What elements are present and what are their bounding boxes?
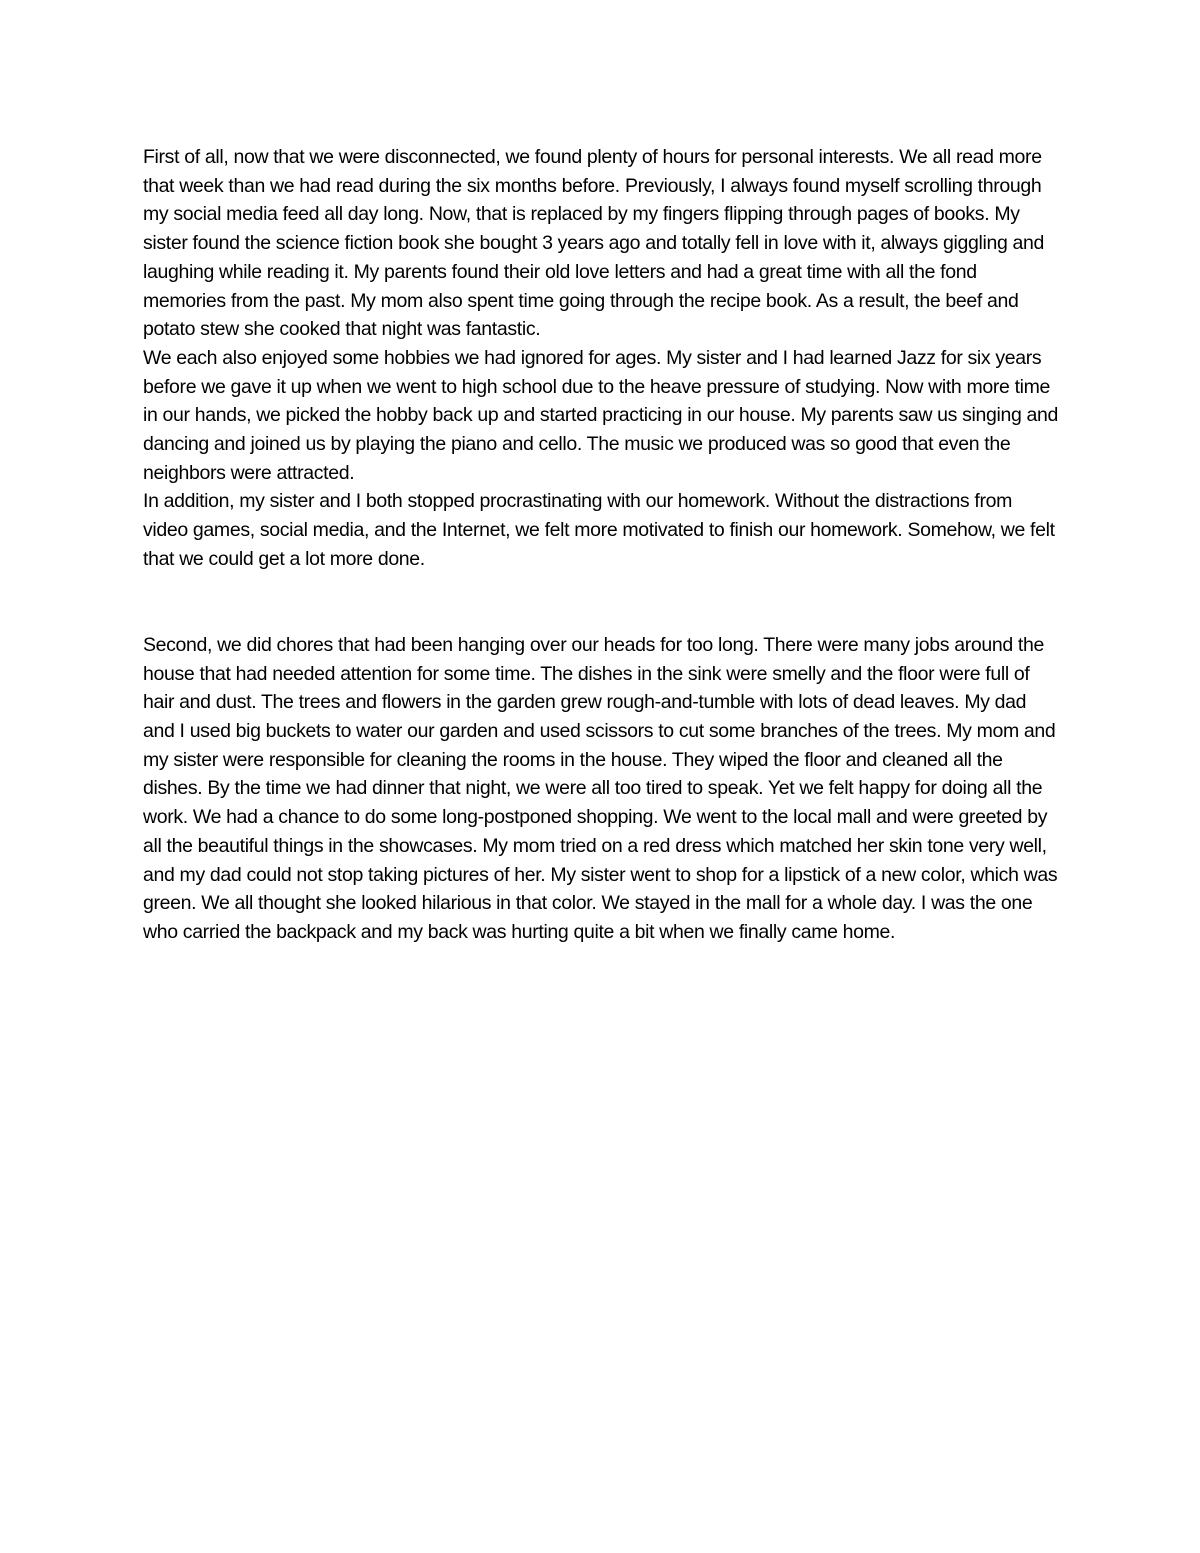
paragraph-spacer bbox=[143, 574, 1061, 631]
paragraph-chores: Second, we did chores that had been hanging over our heads for too long. There were many jobs around the house that had needed attention for some time. The dishes in the sink were smelly and the floor were full of hair and dust. The trees and flowers in the garden grew rough-and-tumble with lots of dead leaves. My dad and I used big buckets to water our garden and used scissors to cut some branches of the trees. My mom and my sister were responsible for cleaning the rooms in the house. They wiped the floor and cleaned all the dishes. By the time we had dinner that night, we were all too tired to speak. Yet we felt happy for doing all the work. We had a chance to do some long-postponed shopping. We went to the local mall and were greeted by all the beautiful things in the showcases. My mom tried on a red dress which matched her skin tone very well, and my dad could not stop taking pictures of her. My sister went to shop for a lipstick of a new color, which was green. We all thought she looked hilarious in that color. We stayed in the mall for a whole day. I was the one who carried the backpack and my back was hurting quite a bit when we finally came home. bbox=[143, 633, 1058, 943]
paragraph-personal-interests: First of all, now that we were disconnected, we found plenty of hours for personal interests. We all read more that week than we had read during the six months before. Previously, I always found myself scrolling through my social media feed all day long. Now, that is replaced by my fingers flipping through pages of books. My sister found the science fiction book she bought 3 years ago and totally fell in love with it, always giggling and laughing while reading it. My parents found their old love letters and had a great time with all the fond memories from the past. My mom also spent time going through the recipe book. As a result, the beef and potato stew she cooked that night was fantastic. bbox=[143, 146, 1044, 341]
paragraph-homework: In addition, my sister and I both stopped procrastinating with our homework. Without the distractions from video games, social media, and the Internet, we felt more motivated to finish our homework. Somehow, we felt that we could get a lot more done. bbox=[143, 490, 1055, 570]
paragraph-hobbies: We each also enjoyed some hobbies we had ignored for ages. My sister and I had learned Jazz for six years before we gave it up when we went to high school due to the heave pressure of studying. Now with more time in our hands, we picked the hobby back up and started practicing in our house. My parents saw us singing and dancing and joined us by playing the piano and cello. The music we produced was so good that even the neighbors were attracted. bbox=[143, 346, 1059, 484]
document-page bbox=[143, 143, 1061, 947]
